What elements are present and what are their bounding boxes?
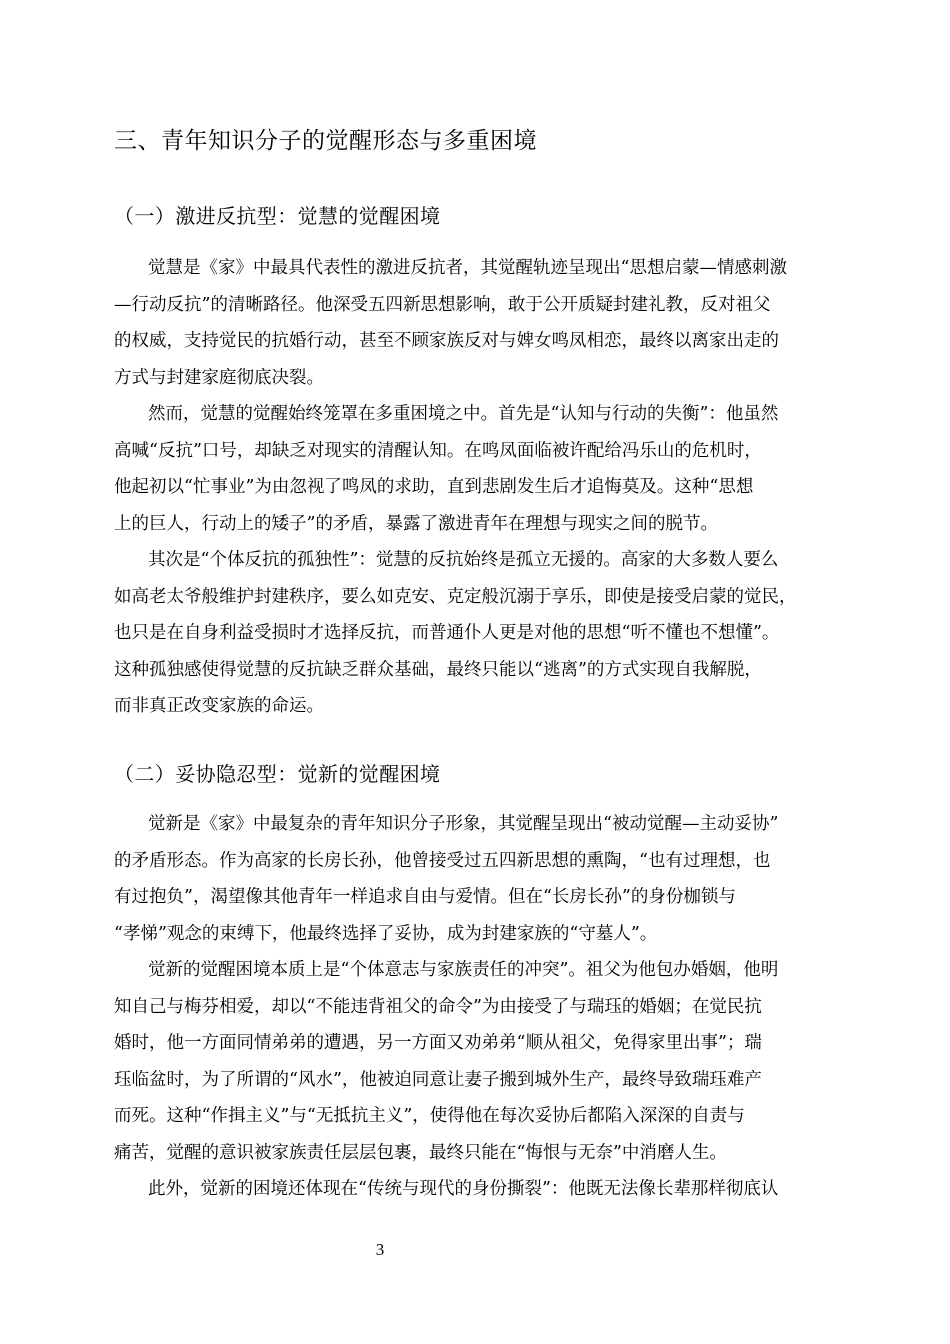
paragraph-line: 觉慧是《家》中最具代表性的激进反抗者，其觉醒轨迹呈现出“思想启蒙—情感刺激	[148, 258, 787, 278]
paragraph-line: 觉新是《家》中最复杂的青年知识分子形象，其觉醒呈现出“被动觉醒—主动妥协”	[148, 814, 779, 834]
paragraph-line: 珏临盆时，为了所谓的“风水”，他被迫同意让妻子搬到城外生产，最终导致瑞珏难产	[114, 1069, 762, 1090]
section-1-body	[114, 250, 860, 725]
paragraph-line: 而非真正改变家族的命运。	[114, 696, 324, 716]
paragraph-line: 然而，觉慧的觉醒始终笼罩在多重困境之中。首先是“认知与行动的失衡”：他虽然	[148, 404, 779, 424]
paragraph-line: 高喊“反抗”口号，却缺乏对现实的清醒认知。在鸣凤面临被许配给冯乐山的危机时，	[114, 440, 762, 461]
paragraph-line: 的权威，支持觉民的抗婚行动，甚至不顾家族反对与婢女鸣凤相恋，最终以离家出走的	[114, 331, 779, 351]
paragraph-line: 他起初以“忙事业”为由忽视了鸣凤的求助，直到悲剧发生后才追悔莫及。这种“思想	[114, 477, 754, 497]
paragraph-line: 上的巨人，行动上的矮子”的矛盾，暴露了激进青年在理想与现实之间的脱节。	[114, 513, 718, 534]
paragraph-line: 而死。这种“作揖主义”与“无抵抗主义”，使得他在每次妥协后都陷入深深的自责与	[114, 1106, 745, 1126]
paragraph-line: 这种孤独感使得觉慧的反抗缺乏群众基础，最终只能以“逃离”的方式实现自我解脱，	[114, 659, 762, 680]
paragraph-line: 如高老太爷般维护封建秩序，要么如克安、克定般沉溺于享乐，即使是接受启蒙的觉民，	[114, 586, 797, 607]
paragraph-line: 痛苦，觉醒的意识被家族责任层层包裹，最终只能在“悔恨与无奈”中消磨人生。	[114, 1142, 727, 1163]
chapter-title: 三、青年知识分子的觉醒形态与多重困境	[114, 128, 537, 154]
section-title-1: （一）激进反抗型：觉慧的觉醒困境	[114, 204, 441, 228]
section-2-body	[114, 806, 860, 1208]
paragraph-line: 知自己与梅芬相爱，却以“不能违背祖父的命令”为由接受了与瑞珏的婚姻；在觉民抗	[114, 996, 762, 1017]
paragraph-line: 也只是在自身利益受损时才选择反抗，而普通仆人更是对他的思想“听不懂也不想懂”。	[114, 623, 780, 643]
paragraph-line: 此外，觉新的困境还体现在“传统与现代的身份撕裂”：他既无法像长辈那样彻底认	[148, 1179, 779, 1199]
paragraph-line: 方式与封建家庭彻底决裂。	[114, 367, 324, 388]
paragraph-line: —行动反抗”的清晰路径。他深受五四新思想影响，敢于公开质疑封建礼教，反对祖父	[114, 294, 771, 315]
paragraph-line: 的矛盾形态。作为高家的长房长孙，他曾接受过五四新思想的熏陶，“也有过理想，也	[114, 850, 771, 871]
paragraph-line: 其次是“个体反抗的孤独性”：觉慧的反抗始终是孤立无援的。高家的大多数人要么	[148, 550, 779, 570]
section-title-2: （二）妥协隐忍型：觉新的觉醒困境	[114, 762, 441, 786]
paragraph-line: “孝悌”观念的束缚下，他最终选择了妥协，成为封建家族的“守墓人”。	[114, 923, 658, 944]
paragraph-line: 觉新的觉醒困境本质上是“个体意志与家族责任的冲突”。祖父为他包办婚姻，他明	[148, 960, 779, 980]
paragraph-line: 有过抱负”，渴望像其他青年一样追求自由与爱情。但在“长房长孙”的身份枷锁与	[114, 887, 736, 907]
page-number: 3	[375, 1240, 385, 1259]
paragraph-line: 婚时，他一方面同情弟弟的遭遇，另一方面又劝弟弟“顺从祖父，免得家里出事”；瑞	[114, 1033, 762, 1053]
